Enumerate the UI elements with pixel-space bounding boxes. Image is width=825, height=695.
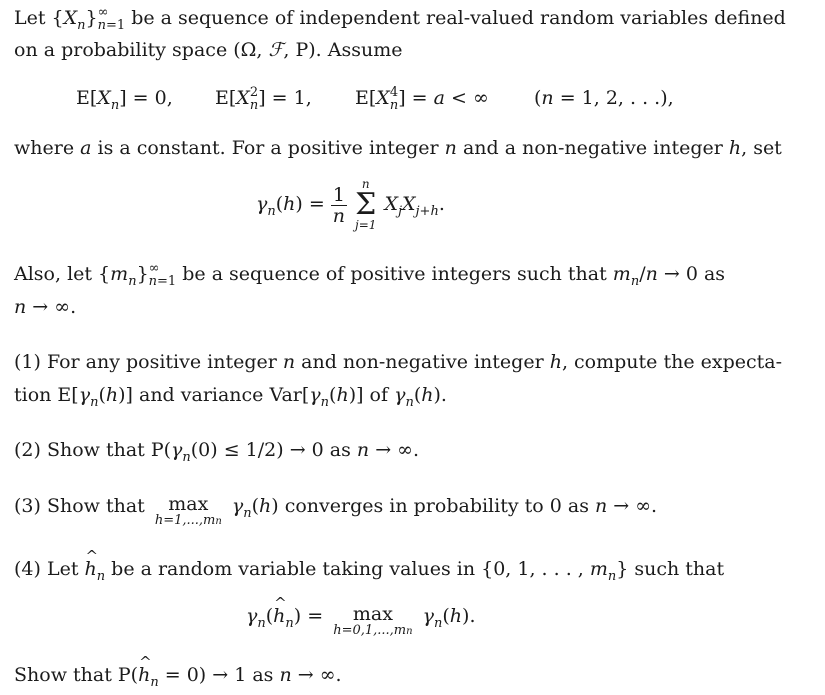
- assumption-index: (n = 1, 2, . . .),: [534, 87, 674, 109]
- gamma-definition: $\gamma_n(h)$ = $\frac{1}{n}$ n Σ j=1 $X_jX_{j+h}$.: [256, 177, 445, 232]
- assumption-variance: E[X 2 n ] = 1,: [215, 85, 312, 113]
- question-1-line-1: (1) For any positive integer n and non-negative integer h, compute the expecta-: [14, 351, 782, 373]
- also-line-1: Also, let $\{m_n\}$ ∞ n=1 be a sequence of positive integers such that $m_n/n \to 0$ as: [14, 261, 726, 289]
- where-line: where a is a constant. For a positive integer n and a non-negative integer h, set: [14, 137, 782, 159]
- assumption-mean: $E[X_n] = 0$,: [76, 87, 173, 113]
- question-4-equation: $\gamma_n(\^{}$ $h_n) = \max$ h=0,1,...,mn $\gamma_n(h)$.: [246, 604, 476, 639]
- sum-symbol: n Σ j=1: [354, 177, 377, 232]
- fraction-one-over-n: $\frac{1}{n}$: [332, 183, 345, 227]
- final-statement: Show that P(^ $h_n = 0) \to 1$ as n → ∞.: [14, 663, 342, 690]
- question-4-line-1: (4) Let ^ $h_n$ be a random variable taking values in {0, 1, . . . , $m_n$} such that: [14, 557, 724, 584]
- question-3: (3) Show that max h=1,...,mn $\gamma_n(h)$ converges in probability to 0 as n → ∞.: [14, 493, 658, 528]
- question-1-line-2: tion $E[\gamma_n(h)]$ and variance $Var[\gamma_n(h)]$ of $\gamma_n(h)$.: [14, 384, 447, 410]
- assumption-fourth-moment: E[X 4 n ] = a < ∞: [355, 85, 489, 113]
- max-operator: max h=1,...,mn: [154, 493, 222, 528]
- intro-line-2: on a probability space (Ω, ℱ, P). Assume: [14, 39, 403, 61]
- intro-line-1: Let $\{X_n\}$ ∞ n=1 be a sequence of independent real-valued random variables defined: [14, 5, 786, 33]
- max-operator-2: max h=0,1,...,mn: [333, 603, 413, 638]
- also-line-2: n → ∞.: [14, 296, 77, 318]
- question-2: (2) Show that $P(\gamma_n(0) \le 1/2) \to 0$ as n → ∞.: [14, 439, 420, 465]
